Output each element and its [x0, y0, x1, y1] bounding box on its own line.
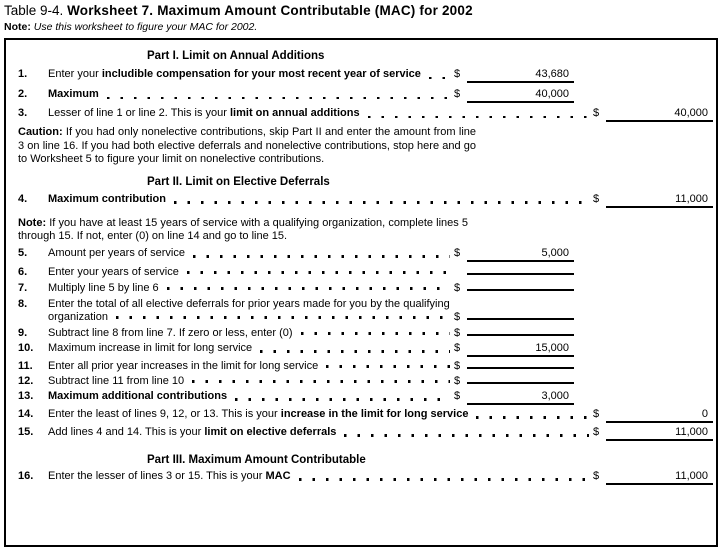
dot-leader [104, 88, 453, 103]
line-13 [18, 390, 574, 405]
line-label [48, 408, 468, 420]
label-text: Enter all prior year increases in the limit for long service [48, 359, 319, 372]
line-label [48, 193, 166, 205]
dot-leader [296, 470, 592, 485]
line-label [48, 360, 318, 372]
amount-value: 5,000 [541, 246, 569, 259]
amount-line [467, 288, 574, 291]
table-title [0, 0, 721, 18]
dollar-sign: $ [454, 341, 461, 354]
line-11 [18, 360, 574, 372]
dollar-sign: $ [593, 407, 600, 420]
dot-leader [426, 68, 453, 83]
line-number: 6. [18, 265, 28, 278]
line-number: 3. [18, 107, 28, 119]
line-number: 8. [18, 297, 28, 310]
caution-label: Caution: [18, 126, 63, 138]
line-10 [18, 342, 574, 357]
dollar-sign: $ [454, 359, 461, 372]
line-number: 16. [18, 469, 34, 482]
line-14 [18, 408, 713, 423]
line-label [48, 282, 159, 294]
label-bold: Maximum [48, 88, 99, 100]
amount-value: 40,000 [535, 88, 569, 100]
dollar-sign: $ [454, 389, 461, 402]
line-15 [18, 426, 713, 441]
line-number: 15. [18, 425, 34, 438]
line-number: 12. [18, 374, 34, 387]
part1-heading: Part I. Limit on Annual Additions [147, 50, 325, 62]
line-label [48, 266, 179, 278]
line-label [48, 107, 360, 119]
amount-value: 43,680 [535, 68, 569, 80]
line-5 [18, 247, 574, 262]
worksheet-title: Worksheet 7. Maximum Amount Contributable (MAC) for 2002 [67, 3, 473, 18]
line-label [48, 68, 421, 80]
mid-note-label: Note: [18, 216, 47, 229]
amount-value: 11,000 [675, 192, 708, 205]
label-bold: limit on annual additions [230, 107, 360, 119]
mid-note [18, 217, 468, 244]
line-number: 9. [18, 326, 28, 339]
amount-value: 11,000 [675, 425, 708, 438]
line-8 [18, 298, 716, 310]
dollar-sign: $ [454, 374, 461, 387]
line-number: 1. [18, 68, 28, 80]
line-label [48, 88, 99, 100]
amount-line [467, 68, 574, 83]
amount-line [467, 247, 574, 262]
mid-note-text: If you have at least 15 years of service with a qualifying organization, complete lines 5 through 15. If not, enter (0) on line 14 and go to line 15. [18, 216, 468, 242]
amount-value: 0 [701, 407, 708, 420]
line-7 [18, 282, 574, 294]
amount-line [606, 426, 713, 441]
label-text: Subtract line 8 from line 7. If zero or less, enter (0) [48, 326, 293, 339]
line-2 [18, 88, 574, 103]
dollar-sign: $ [593, 192, 600, 205]
dollar-sign: $ [593, 469, 600, 482]
table-number: Table 9-4. [4, 3, 64, 18]
line-1 [18, 68, 574, 83]
amount-value: 40,000 [674, 107, 708, 119]
amount-value: 15,000 [535, 341, 569, 354]
amount-line [606, 470, 713, 485]
line-number: 5. [18, 246, 28, 259]
line-label: Enter the total of all elective deferrals for prior years made for you by the qualifying [48, 297, 450, 310]
dot-leader [113, 311, 453, 323]
line-label [48, 470, 291, 482]
dollar-sign: $ [454, 326, 461, 339]
amount-line [606, 107, 713, 122]
top-note-label: Note: [4, 21, 31, 33]
line-number: 7. [18, 281, 28, 294]
dollar-sign: $ [454, 310, 461, 323]
dot-leader [257, 342, 453, 357]
line-label: organization [48, 310, 108, 323]
amount-line [467, 272, 574, 275]
dot-leader [184, 266, 453, 278]
amount-line [606, 193, 713, 208]
dot-leader [341, 426, 592, 441]
amount-line [467, 317, 574, 320]
dollar-sign: $ [593, 107, 600, 119]
line-9 [18, 327, 574, 339]
line-number: 10. [18, 341, 34, 354]
line-label [48, 390, 227, 402]
dot-leader [298, 327, 453, 339]
dot-leader [323, 360, 453, 372]
caution-note [18, 126, 476, 167]
line-label [48, 375, 184, 387]
top-note [0, 18, 721, 33]
amount-line [467, 342, 574, 357]
line-4 [18, 193, 713, 208]
amount-value: 3,000 [541, 389, 569, 402]
amount-line [467, 333, 574, 336]
amount-line [467, 366, 574, 369]
dollar-sign: $ [454, 281, 461, 294]
label-text: Enter the lesser of lines 3 or 15. This is your [48, 469, 266, 482]
amount-line [467, 390, 574, 405]
label-bold: Maximum contribution [48, 192, 166, 205]
amount-line [606, 408, 713, 423]
line-label [48, 426, 336, 438]
dot-leader [164, 282, 453, 294]
line-label [48, 247, 185, 259]
label-text: Lesser of line 1 or line 2. This is your [48, 107, 230, 119]
label-bold: Maximum additional contributions [48, 389, 228, 402]
label-text: Amount per years of service [48, 246, 185, 259]
line-6 [18, 266, 574, 278]
line-number: 4. [18, 192, 28, 205]
amount-line [467, 88, 574, 103]
label-text: Multiply line 5 by line 6 [48, 281, 159, 294]
label-text: Add lines 4 and 14. This is your [48, 425, 205, 438]
caution-text: If you had only nonelective contributions, skip Part II and enter the amount from line 3 on line 16. If you had both elective deferrals and nonelective contributions, stop here and go to Worksheet 5 to figure your limit on nonelective contributions. [18, 126, 476, 165]
dollar-sign: $ [454, 246, 461, 259]
dot-leader [365, 107, 592, 122]
label-bold: includible compensation for your most recent year of service [101, 68, 421, 80]
dot-leader [171, 193, 592, 208]
line-label [48, 342, 252, 354]
dot-leader [189, 375, 453, 387]
line-number: 14. [18, 407, 34, 420]
line-12 [18, 375, 574, 387]
dot-leader [232, 390, 453, 405]
line-8-continued [18, 311, 574, 323]
label-text: Subtract line 11 from line 10 [48, 374, 185, 387]
amount-line [467, 381, 574, 384]
worksheet-box [4, 38, 718, 547]
label-text: Enter your years of service [48, 265, 179, 278]
dollar-sign: $ [593, 425, 600, 438]
line-16 [18, 470, 713, 485]
part3-heading: Part III. Maximum Amount Contributable [147, 453, 366, 466]
line-number: 13. [18, 389, 34, 402]
label-bold: limit on elective deferrals [204, 425, 337, 438]
dollar-sign: $ [454, 88, 461, 100]
line-label [48, 327, 293, 339]
dot-leader [190, 247, 453, 262]
label-bold: increase in the limit for long service [280, 407, 469, 420]
label-text: Enter your [48, 68, 102, 80]
amount-value: 11,000 [675, 469, 708, 482]
line-number: 11. [18, 359, 33, 372]
label-text: Enter the least of lines 9, 12, or 13. This is your [48, 407, 281, 420]
part2-heading: Part II. Limit on Elective Deferrals [147, 175, 330, 188]
top-note-text: Use this worksheet to figure your MAC for 2002. [33, 21, 258, 33]
label-text: Maximum increase in limit for long service [48, 341, 253, 354]
line-3 [18, 107, 713, 122]
dot-leader [473, 408, 592, 423]
dollar-sign: $ [454, 68, 461, 80]
line-number: 2. [18, 88, 28, 100]
label-bold: MAC [265, 469, 291, 482]
